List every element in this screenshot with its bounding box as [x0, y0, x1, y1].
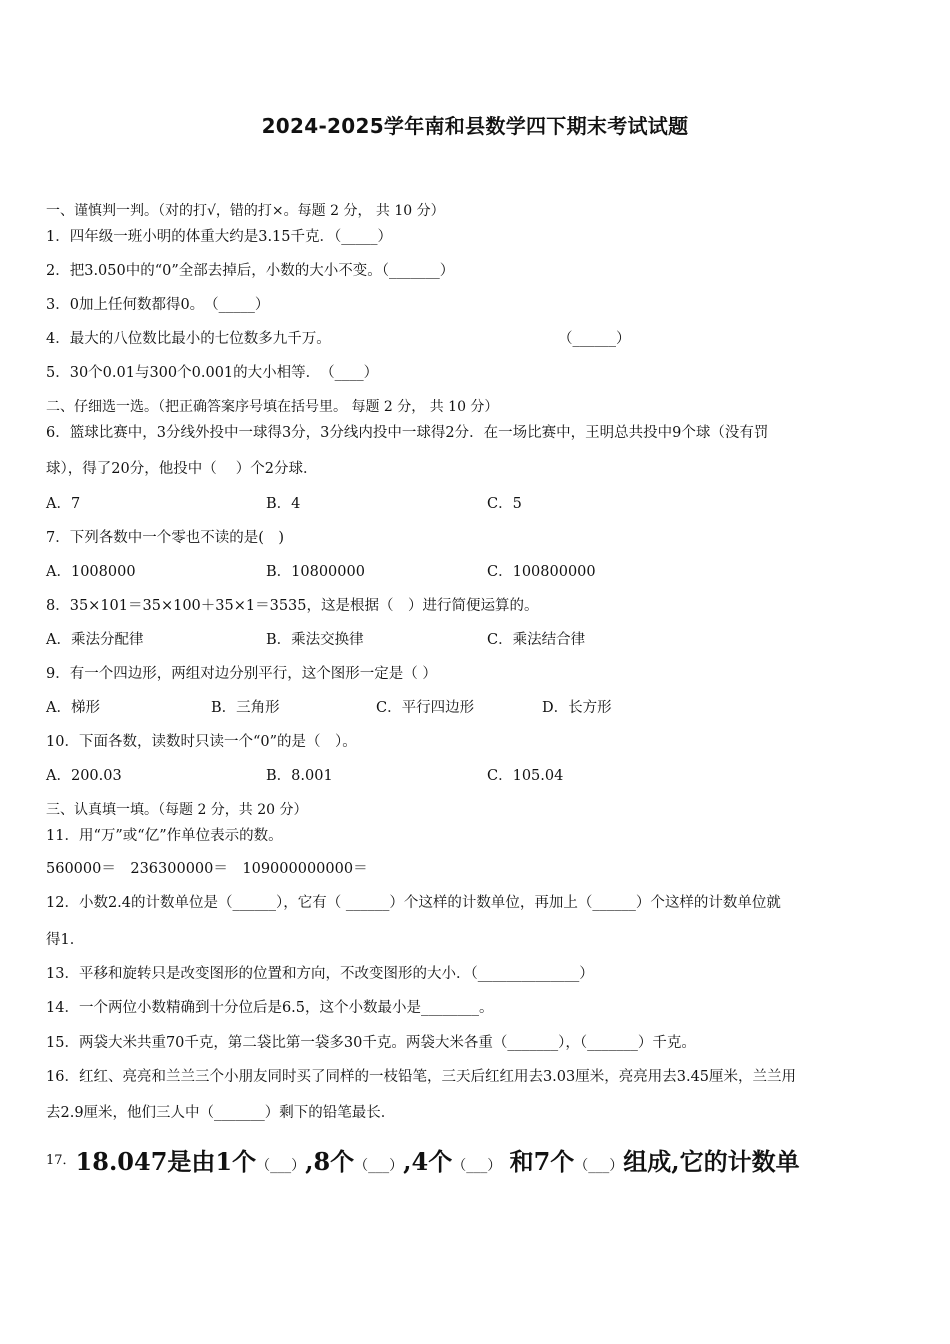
- section-2-heading: 二、仔细选一选。（把正确答案序号填在括号里。 每题 2 分， 共 10 分）: [46, 399, 499, 415]
- question-4-blank: （______）: [558, 331, 631, 347]
- question-7-option-b: B．10800000: [266, 564, 365, 580]
- question-17: [46, 1146, 800, 1181]
- question-17-part-1: 18.047是由1个: [75, 1147, 257, 1176]
- question-8: 8．35×101＝35×100＋35×1＝3535，这是根据（ ）进行简便运算的。: [46, 598, 539, 614]
- question-7-option-a: A．1008000: [46, 564, 136, 580]
- question-15: 15．两袋大米共重70千克，第二袋比第一袋多30千克。两袋大米各重（_______），（_______）千克。: [46, 1035, 696, 1051]
- question-10-option-a: A．200.03: [46, 768, 122, 784]
- question-13: 13．平移和旋转只是改变图形的位置和方向，不改变图形的大小．（______________）: [46, 966, 594, 982]
- question-5: 5．30个0.01与300个0.001的大小相等． （____）: [46, 365, 379, 381]
- question-16-line-2: 去2.9厘米，他们三人中（_______）剩下的铅笔最长．: [46, 1105, 396, 1121]
- question-11: 11．用“万”或“亿”作单位表示的数。: [46, 828, 283, 844]
- question-8-option-b: B．乘法交换律: [266, 632, 364, 648]
- question-9: 9．有一个四边形，两组对边分别平行，这个图形一定是（ ）: [46, 666, 437, 682]
- question-2: 2．把3.050中的“0”全部去掉后，小数的大小不变。（_______）: [46, 263, 455, 279]
- question-3: 3．0加上任何数都得0。 （_____）: [46, 297, 270, 313]
- question-9-option-d: D．长方形: [542, 700, 612, 716]
- question-10-option-b: B．8.001: [266, 768, 333, 784]
- question-17-blank-1: （___）: [256, 1158, 306, 1174]
- question-16-line-1: 16．红红、亮亮和兰兰三个小朋友同时买了同样的一枝铅笔，三天后红红用去3.03厘米，亮亮用去3.45厘米，兰兰用: [46, 1069, 797, 1085]
- question-10: 10．下面各数，读数时只读一个“0”的是（ ）。: [46, 734, 357, 750]
- question-6-option-c: C．5: [487, 496, 522, 512]
- question-17-blank-2: （___）: [354, 1158, 404, 1174]
- question-12-line-1: 12．小数2.4的计数单位是（______），它有（ ______）个这样的计数单位，再加上（______）个这样的计数单位就: [46, 895, 781, 911]
- question-9-option-b: B．三角形: [211, 700, 280, 716]
- question-7: 7．下列各数中一个零也不读的是( ): [46, 530, 285, 546]
- question-17-part-5: 组成,它的计数单: [623, 1147, 800, 1176]
- question-6-line-1: 6．篮球比赛中，3分线外投中一球得3分，3分线内投中一球得2分．在一场比赛中，王明总共投中9个球（没有罚: [46, 425, 769, 441]
- question-11-blanks: 560000＝ 236300000＝ 109000000000＝: [46, 861, 368, 877]
- question-17-blank-4: （___）: [574, 1158, 624, 1174]
- section-3-heading: 三、认真填一填。（每题 2 分，共 20 分）: [46, 802, 308, 818]
- question-6-option-a: A．7: [46, 496, 81, 512]
- question-17-part-4: 和7个: [501, 1147, 575, 1176]
- question-8-option-c: C．乘法结合律: [487, 632, 586, 648]
- question-17-number: 17．: [46, 1153, 76, 1168]
- question-7-option-c: C．100800000: [487, 564, 596, 580]
- question-4: 4．最大的八位数比最小的七位数多九千万。: [46, 331, 331, 347]
- question-1: 1．四年级一班小明的体重大约是3.15千克．（_____）: [46, 229, 393, 245]
- question-17-part-3: ,4个: [403, 1147, 453, 1176]
- question-17-blank-3: （___）: [452, 1158, 502, 1174]
- question-6-line-2: 球），得了20分，他投中（ ）个2分球．: [46, 461, 318, 477]
- question-12-line-2: 得1．: [46, 932, 85, 948]
- question-6-option-b: B．4: [266, 496, 301, 512]
- question-14: 14．一个两位小数精确到十分位后是6.5，这个小数最小是________。: [46, 1000, 494, 1016]
- section-1-heading: 一、谨慎判一判。（对的打√，错的打×。每题 2 分， 共 10 分）: [46, 203, 445, 219]
- question-9-option-a: A．梯形: [46, 700, 100, 716]
- question-8-option-a: A．乘法分配律: [46, 632, 144, 648]
- question-9-option-c: C．平行四边形: [376, 700, 475, 716]
- question-10-option-c: C．105.04: [487, 768, 564, 784]
- question-17-part-2: ,8个: [305, 1147, 355, 1176]
- page-title: 2024-2025学年南和县数学四下期末考试试题: [261, 114, 689, 138]
